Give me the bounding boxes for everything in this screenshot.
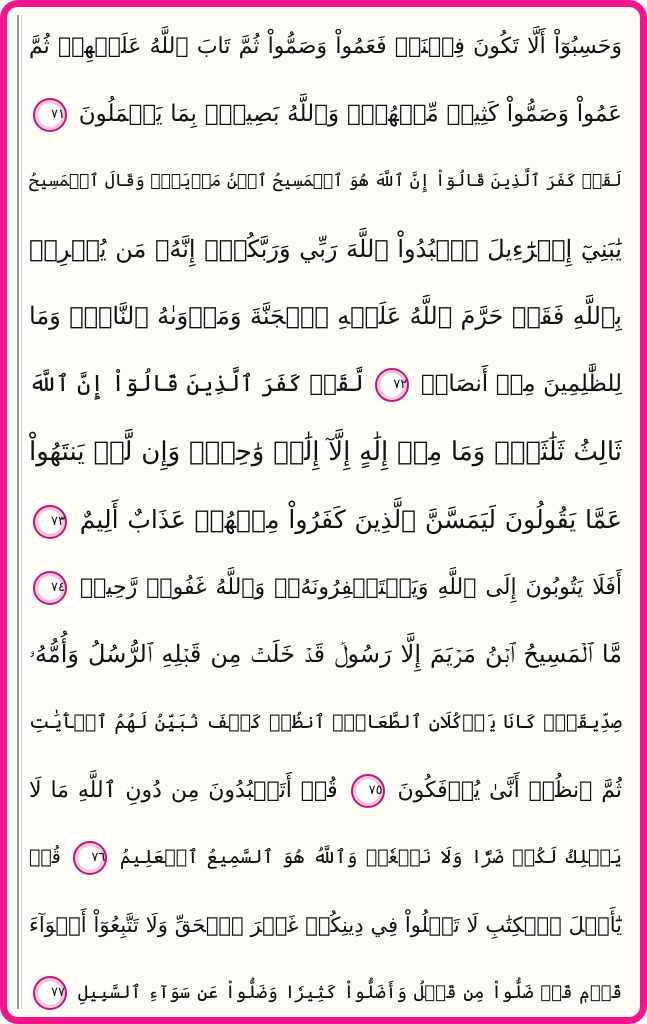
verse-text: ثَالِثُ ثَلَٰثَةٖۘ وَمَا مِنۡ إِلَٰهٍ إِلَّآ إِلَٰهٞ وَٰحِدٞۚ وَإِن لَّمۡ يَنتَهُواْ — [29, 436, 622, 467]
verse-line — [29, 419, 622, 487]
verse-text-continued: لَّقَدۡ كَفَرَ ٱلَّذِينَ قَالُوٓاْ إِنَّ ٱللَّهَ — [29, 370, 364, 397]
ayah-number-marker: ٧١ — [33, 98, 67, 132]
verse-text: صِدِّيقَةٞۖ كَانَا يَأۡكُلَانِ ٱلطَّعَامَۗ ٱنظُرۡ كَيۡفَ نُبَيِّنُ لَهُمُ ٱلۡأٓيَٰتِ — [29, 710, 622, 733]
verse-text: وَحَسِبُوٓاْ أَلَّا تَكُونَ فِتۡنَةٞ فَعَمُواْ وَصَمُّواْ ثُمَّ تَابَ ٱللَّهُ عَلَيۡهِمۡ ثُمَّ — [29, 34, 622, 59]
ayah-number-marker: ٧٧ — [33, 976, 67, 1010]
ayah-number-marker: ٧٢ — [375, 368, 409, 402]
verse-line — [29, 892, 622, 960]
ayah-number-marker: ٧٤ — [33, 571, 67, 605]
verse-text: بِٱللَّهِ فَقَدۡ حَرَّمَ ٱللَّهُ عَلَيۡهِ ٱلۡجَنَّةَ وَمَأۡوَىٰهُ ٱلنَّارُۖ وَمَا — [29, 302, 622, 331]
verse-text: يَٰٓأَهۡلَ ٱلۡكِتَٰبِ لَا تَغۡلُواْ فِي دِينِكُمۡ غَيۡرَ ٱلۡحَقِّ وَلَا تَتَّبِعُوٓاْ أَهۡوَآءَ — [29, 912, 622, 937]
verse-text: لِلظَّٰلِمِينَ مِنۡ أَنصَارٖ — [420, 370, 622, 397]
verse-line — [29, 13, 622, 81]
verse-text-continued: قُلۡ أَتَعۡبُدُونَ مِن دُونِ ٱللَّهِ مَا لَا — [29, 777, 338, 803]
verse-text: يَمۡلِكُ لَكُمۡ ضَرّٗا وَلَا نَفۡعٗاۚ وَٱللَّهُ هُوَ ٱلسَّمِيعُ ٱلۡعَلِيمُ — [119, 846, 622, 869]
verse-text: مَّا ٱلۡمَسِيحُ ٱبۡنُ مَرۡيَمَ إِلَّا رَسُولٞ قَدۡ خَلَتۡ مِن قَبۡلِهِ ٱلرُّسُلُ وَأُمُّهُۥ — [29, 640, 622, 669]
verse-line — [29, 757, 622, 825]
page-edge-rule-inner — [21, 15, 22, 1009]
verse-line — [29, 486, 622, 554]
ayah-number-marker: ٧٦ — [73, 841, 107, 875]
verse-line — [29, 216, 622, 284]
verse-text: عَمُواْ وَصَمُّواْ كَثِيرٞ مِّنۡهُمۡۚ وَٱللَّهُ بَصِيرُۢ بِمَا يَعۡمَلُونَ — [78, 100, 622, 127]
verse-line — [29, 81, 622, 149]
verse-text: أَفَلَا يَتُوبُونَ إِلَى ٱللَّهِ وَيَسۡتَغۡفِرُونَهُۥۚ وَٱللَّهُ غَفُورٞ رَّحِيمٞ — [79, 574, 622, 600]
verse-line — [29, 824, 622, 892]
verse-line — [29, 148, 622, 216]
verse-line — [29, 351, 622, 419]
verse-line — [29, 621, 622, 689]
ayah-number-marker: ٧٣ — [33, 505, 67, 539]
page-edge-rule — [17, 15, 19, 1009]
verse-text-continued: قُلۡ — [29, 846, 61, 869]
quran-page-text — [29, 13, 622, 1024]
verse-text: عَمَّا يَقُولُونَ لَيَمَسَّنَّ ٱلَّذِينَ كَفَرُواْ مِنۡهُمۡ عَذَابٌ أَلِيمٌ — [79, 505, 622, 535]
verse-text: قَوۡمٖ قَدۡ ضَلُّواْ مِن قَبۡلُ وَأَضَلُّواْ كَثِيرٗا وَضَلُّواْ عَن سَوَآءِ ٱلسَّبِيلِ — [77, 982, 622, 1004]
verse-text: ثُمَّ ٱنظُرۡ أَنَّىٰ يُؤۡفَكُونَ — [397, 777, 622, 803]
verse-text: لَقَدۡ كَفَرَ ٱلَّذِينَ قَالُوٓاْ إِنَّ ٱللَّهَ هُوَ ٱلۡمَسِيحُ ٱبۡنُ مَرۡيَمَۖ وَقَالَ ٱلۡمَسِيحُ — [29, 171, 622, 192]
verse-line — [29, 554, 622, 622]
ayah-number-marker: ٧٥ — [351, 774, 385, 808]
verse-line — [29, 959, 622, 1024]
verse-line — [29, 689, 622, 757]
verse-line — [29, 283, 622, 351]
verse-text: يَٰبَنِيٓ إِسۡرَٰٓءِيلَ ٱعۡبُدُواْ ٱللَّهَ رَبِّي وَرَبَّكُمۡۖ إِنَّهُۥ مَن يُشۡرِكۡ — [29, 234, 622, 263]
